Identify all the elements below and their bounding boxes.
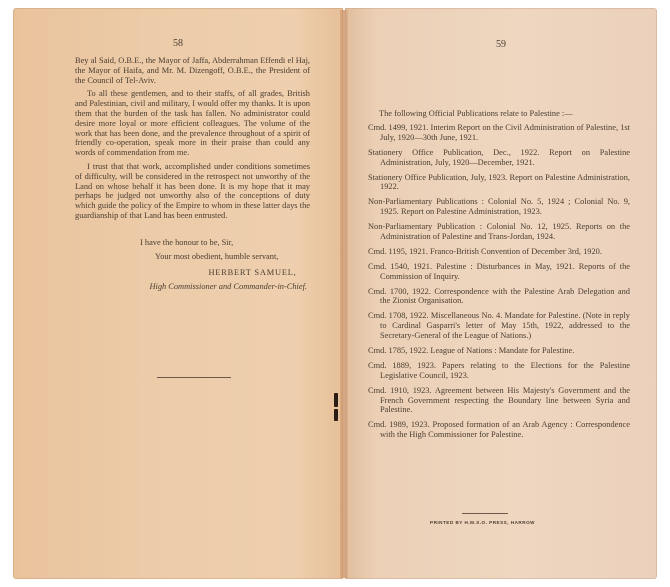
closing-line: I have the honour to be, Sir,	[140, 238, 234, 247]
list-item: Non-Parliamentary Publications : Colonial No. 5, 1924 ; Colonial No. 9, 1925. Report on Palestine Administration, 1923.	[368, 197, 630, 217]
staple-top-icon	[334, 393, 338, 407]
signature-title: High Commissioner and Commander-in-Chief.	[149, 282, 307, 291]
right-page-number: 59	[496, 39, 506, 50]
publications-list	[368, 123, 630, 445]
list-item: Cmd. 1540, 1921. Palestine : Disturbances in May, 1921. Reports of the Commission of Inquiry.	[368, 261, 630, 281]
list-item: Cmd. 1889, 1923. Papers relating to the Elections for the Palestine Legislative Council, 1923.	[368, 361, 630, 380]
paragraph: To all these gentlemen, and to their staffs, of all grades, British and Palestinian, civil and military, I would offer my thanks. It is upon them that the burden of the task has fallen. No administrator could desire more loyal or more efficient colleagues. The volume of the work that has been done, and the prevalence throughout of a spirit of friendly co-operation, speak more in their praise than could any words of commendation from me.	[75, 89, 310, 158]
list-item: Stationery Office Publication, Dec., 1922. Report on Palestine Administration, July, 1920—December, 1921.	[368, 147, 630, 167]
printer-imprint: PRINTED BY H.M.S.O. PRESS, HARROW	[430, 520, 535, 525]
paragraph: Bey al Said, O.B.E., the Mayor of Jaffa, Abderrahman Effendi el Haj, the Mayor of Haifa, and Mr. M. Dizengoff, O.B.E., the President of the Council of Tel-Aviv.	[75, 56, 310, 85]
list-item: Cmd. 1989, 1923. Proposed formation of an Arab Agency : Correspondence with the High Commissioner for Palestine.	[368, 420, 630, 440]
list-item: Cmd. 1700, 1922. Correspondence with the Palestine Arab Delegation and the Zionist Organisation.	[368, 286, 630, 306]
list-item: Stationery Office Publication, July, 1923. Report on Palestine Administration, 1922.	[368, 172, 630, 192]
signature-name: HERBERT SAMUEL,	[208, 268, 297, 277]
list-item: Non-Parliamentary Publication : Colonial No. 12, 1925. Reports on the Administration of Palestine and Trans-Jordan, 1924.	[368, 222, 630, 241]
book-spine	[340, 10, 348, 578]
list-item: Cmd. 1910, 1923. Agreement between His Majesty's Government and the French Government respecting the Boundary line between Syria and Palestine.	[368, 385, 630, 415]
imprint-rule	[462, 513, 508, 514]
end-rule	[157, 377, 231, 378]
left-page-body	[75, 56, 310, 225]
list-item: Cmd. 1785, 1922. League of Nations : Mandate for Palestine.	[368, 346, 575, 356]
list-item: Cmd. 1499, 1921. Interim Report on the Civil Administration of Palestine, 1st July, 1920—30th June, 1921.	[368, 123, 630, 142]
list-item: Cmd. 1708, 1922. Miscellaneous No. 4. Mandate for Palestine. (Note in reply to Cardinal Gasparri's letter of May 15th, 1922, addressed to the Secretary-General of the League of Nations.)	[368, 311, 630, 341]
left-page-number: 58	[173, 38, 183, 49]
paragraph: I trust that that work, accomplished under conditions sometimes of difficulty, will be considered in the retrospect not unworthy of the Land on whose behalf it has been done. It is my hope that it may perhaps be judged not unworthy also of the conceptions of duty which guide the policy of the Empire to whom in these latter days the guardianship of that Land has been entrusted.	[75, 161, 310, 220]
list-item: Cmd. 1195, 1921. Franco-British Convention of December 3rd, 1920.	[368, 246, 602, 256]
publications-intro: The following Official Publications relate to Palestine :—	[379, 109, 573, 118]
closing-line: Your most obedient, humble servant,	[155, 252, 279, 261]
staple-bottom-icon	[334, 409, 338, 421]
